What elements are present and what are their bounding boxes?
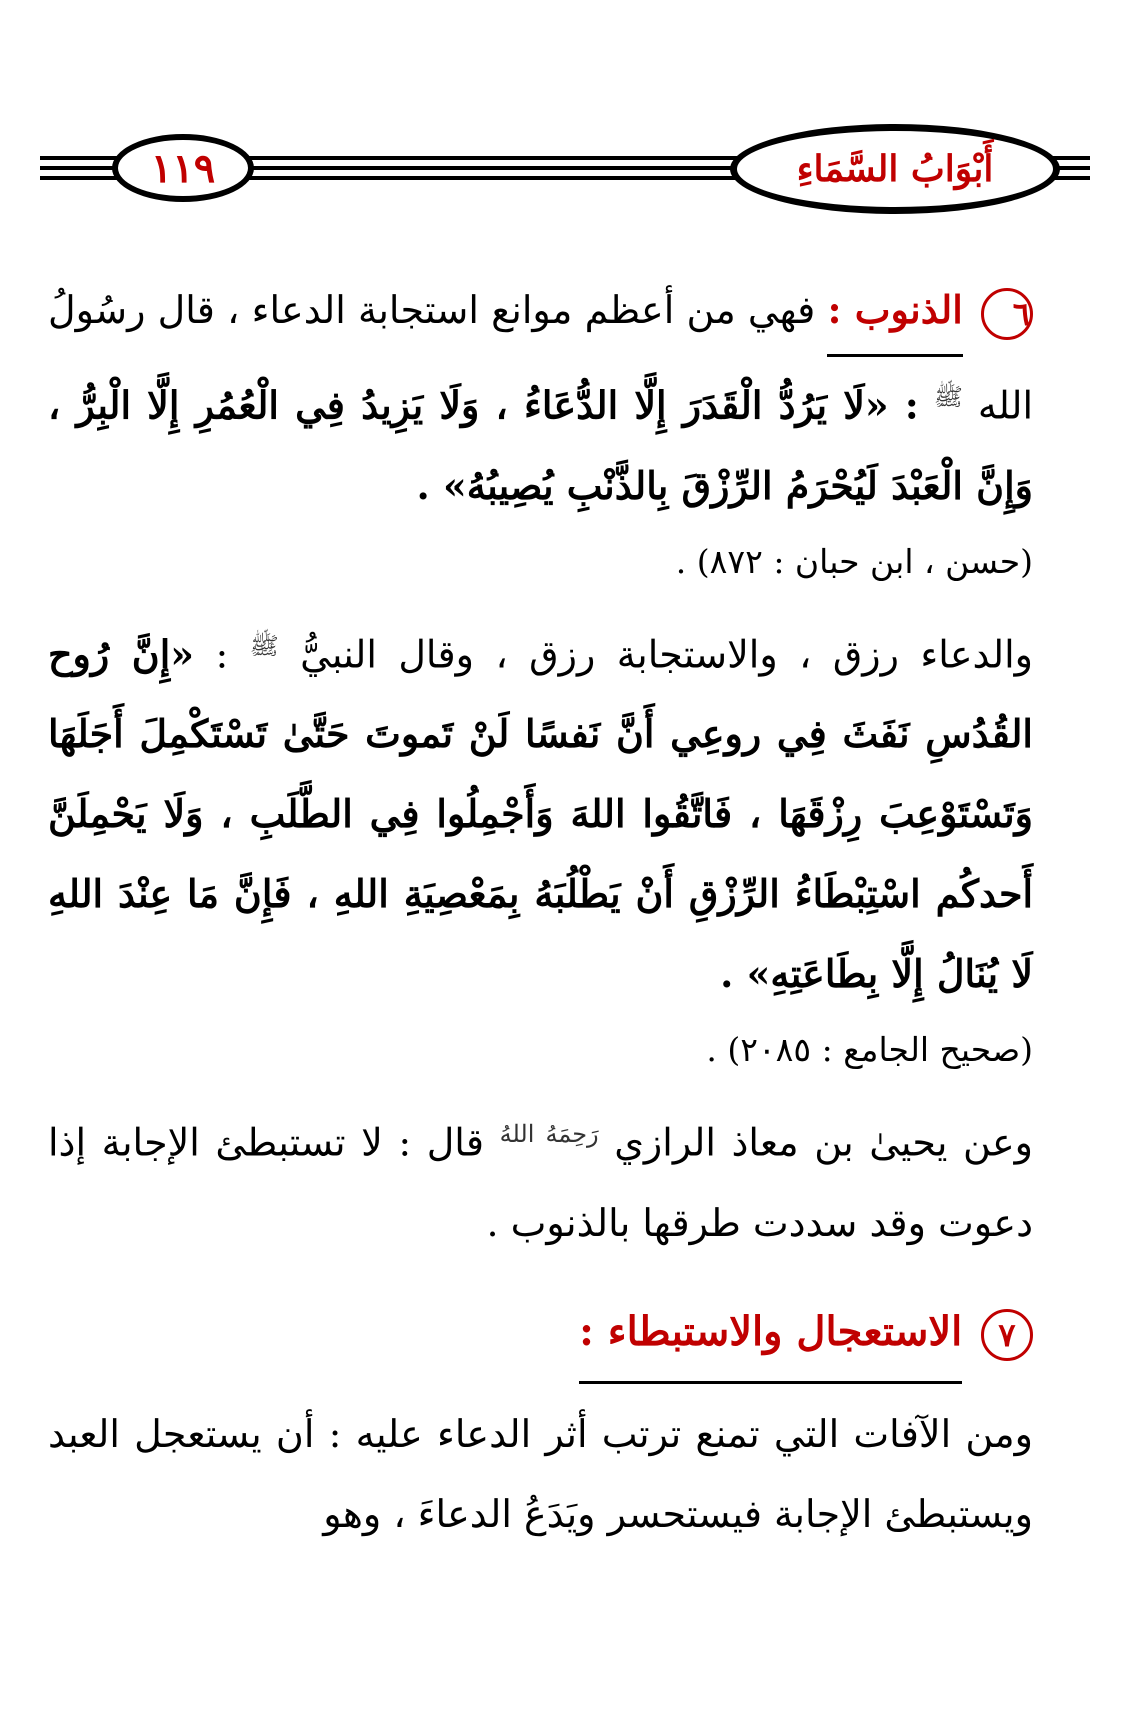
body-text: والدعاء رزق ، والاستجابة رزق ، وقال النبيُّ [300, 632, 1033, 677]
body-text: وعن يحيىٰ بن معاذ الرازي [614, 1120, 1033, 1165]
paragraph-2 [48, 606, 1033, 1015]
section-6 [48, 270, 1033, 526]
page-body [48, 270, 1033, 1554]
page-number: ١١٩ [112, 134, 254, 202]
reference: (حسن ، ابن حبان : ٨٧٢) . [675, 541, 1033, 581]
honorific: ﷺ [933, 383, 963, 411]
hadith-text: : «لَا يَرُدُّ الْقَدَرَ إِلَّا الدُّعَاءُ ، وَلَا يَزِيدُ فِي الْعُمُرِ إِلَّا الْبِرُّ ، وَإِنَّ الْعَبْدَ لَيُحْرَمُ الرِّزْقَ بِالذَّنْبِ يُصِيبُهُ» . [48, 382, 1033, 508]
reference: (صحيح الجامع : ٢٠٨٥) . [706, 1030, 1033, 1070]
page-header [40, 118, 1090, 228]
body-text: : [215, 632, 229, 677]
body-text: فهي من أعظم موانع استجابة الدعاء ، قال رسُولُ الله [48, 288, 1033, 428]
section-7-heading [48, 1287, 1033, 1384]
hadith-text: «إِنَّ رُوح القُدُسِ نَفَثَ فِي روعِي أَنَّ نَفسًا لَنْ تَموتَ حَتَّىٰ تَسْتَكْمِلَ أَجَلَهَا وَتَسْتَوْعِبَ رِزْقَهَا ، فَاتَّقُوا اللهَ وَأَجْمِلُوا فِي الطَّلَبِ ، وَلَا يَحْمِلَنَّ أَحدكُم اسْتِبْطَاءُ الرِّزْقِ أَنْ يَطْلُبَهُ بِمَعْصِيَةِ اللهِ ، فَإِنَّ مَا عِنْدَ اللهِ لَا يُنَالُ إِلَّا بِطَاعَتِهِ» . [48, 631, 1033, 997]
section-number: ٦ [981, 288, 1033, 340]
section-heading: الذنوب : [827, 270, 962, 357]
body-text: قال : لا تستبطئ الإجابة إذا دعوت وقد سددت طرقها بالذنوب . [48, 1120, 1033, 1245]
honorific: رَحِمَهُ اللهُ [499, 1120, 599, 1149]
section-7-body: ومن الآفات التي تمنع ترتب أثر الدعاء عليه : أن يستعجل العبد ويستبطئ الإجابة فيستحسر ويَدَعُ الدعاءَ ، وهو [48, 1411, 1033, 1536]
honorific: ﷺ [249, 631, 279, 660]
section-number: ٧ [981, 1309, 1033, 1361]
book-title: أَبْوَابُ السَّمَاءِ [730, 124, 1060, 214]
paragraph-3 [48, 1094, 1033, 1263]
section-heading: الاستعجال والاستبطاء : [579, 1287, 962, 1384]
